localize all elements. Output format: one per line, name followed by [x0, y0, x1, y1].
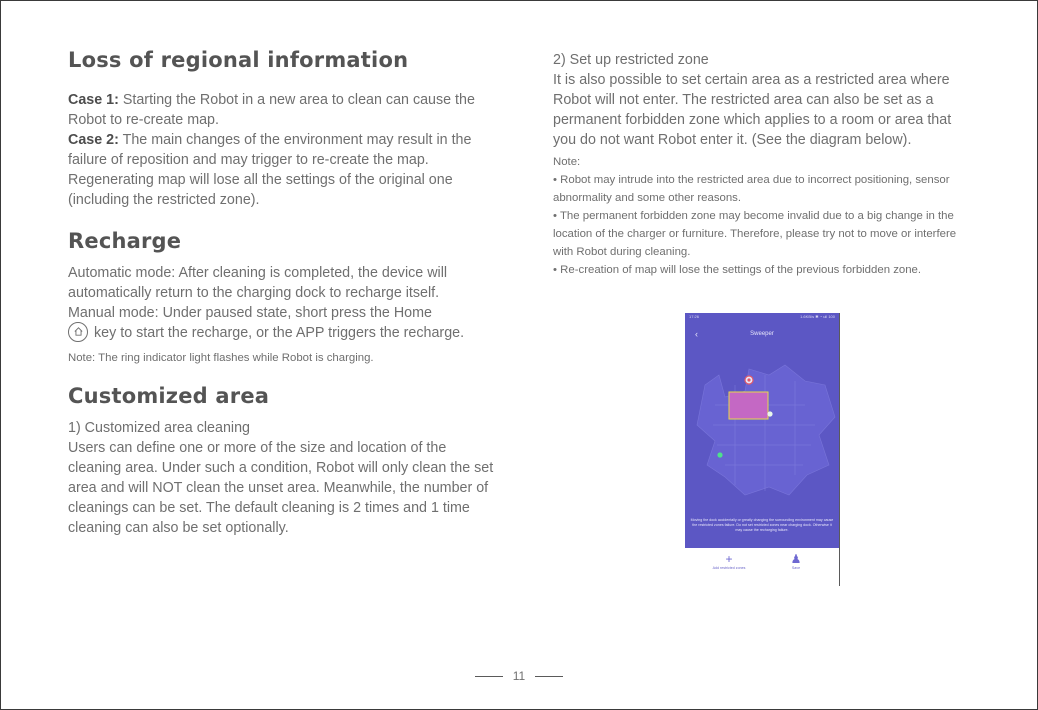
recharge-manual-cont — [68, 323, 498, 343]
recharge-manual-text: key to start the recharge, or the APP triggers the recharge. — [94, 325, 465, 341]
page-number: 11 — [512, 669, 526, 683]
recharge-manual: Manual mode: Under paused state, short press the Home — [68, 305, 432, 321]
recharge-auto: Automatic mode: After cleaning is completed, the device will automatically return to the charging dock to recharge itself. — [68, 265, 448, 301]
custom-text: Users can define one or more of the size and location of the cleaning area. Under such a condition, Robot will only clean the set area and will NOT clean the unset area. Meanwhile, the number of cleanings can be set. The default cleaning is 2 times and 1 time cleaning can also be set optionally. — [68, 440, 494, 537]
cleaning-map[interactable] — [685, 345, 839, 515]
save-icon: ♟ — [790, 552, 802, 566]
phone-toolbar — [685, 548, 839, 586]
map-caption: Moving the dock accidentally or greatly changing the surrounding environment may cause the restricted zones failure. Do not set restricted zones near charging dock. Otherwise it may cause the recharging failure. — [690, 518, 834, 532]
recharge-title: Recharge — [68, 229, 182, 253]
note-item-1: • Robot may intrude into the restricted area due to incorrect positioning, sensor abnormality and some other reasons. — [553, 174, 950, 204]
status-bar — [689, 314, 835, 321]
case1-label: Case 1: — [68, 92, 119, 108]
home-key-icon — [68, 322, 88, 342]
restricted-zone[interactable] — [729, 392, 768, 419]
right-column — [553, 50, 973, 279]
status-time: 17:26 — [689, 314, 700, 319]
left-column — [68, 48, 498, 538]
case2-text: The main changes of the environment may result in the failure of reposition and may trigger to re-create the map. Regenerating map will lose all the settings of the original one (including the restricted zone). — [68, 132, 472, 208]
custom-title: Customized area — [68, 384, 270, 409]
loss-case1 — [68, 90, 498, 130]
note-item-3: • Re-creation of map will lose the settings of the previous forbidden zone. — [553, 264, 922, 276]
zone-handle[interactable] — [767, 411, 772, 416]
phone-screen — [685, 313, 839, 548]
restricted-text: It is also possible to set certain area as a restricted area where Robot will not enter. The restricted area can also be set as a permanent forbidden zone which applies to a room or area that you do not want Robot enter it. (See the diagram below). — [553, 72, 952, 148]
charging-dock-marker — [717, 452, 722, 457]
plus-icon: + — [725, 552, 733, 566]
loss-case2 — [68, 130, 498, 210]
case2-label: Case 2: — [68, 132, 119, 148]
save-button[interactable] — [781, 552, 811, 570]
add-zone-button[interactable] — [699, 552, 759, 570]
status-icons: 1.6KB/s ✱ ◔ ull 100 — [800, 314, 835, 319]
save-label: Save — [791, 566, 801, 570]
app-screenshot — [685, 313, 840, 586]
recharge-note: Note: The ring indicator light flashes while Robot is charging. — [68, 352, 374, 365]
restricted-sub: 2) Set up restricted zone — [553, 52, 709, 68]
loss-title: Loss of regional information — [68, 48, 409, 72]
page-footer — [475, 667, 563, 685]
map-title: Sweeper — [750, 331, 774, 337]
add-zone-label: Add restricted zones — [712, 566, 746, 570]
case1-text: Starting the Robot in a new area to clean can cause the Robot to re-create map. — [68, 92, 475, 128]
custom-sub: 1) Customized area cleaning — [68, 420, 250, 437]
footer-rule-left — [475, 676, 503, 677]
footer-rule-right — [535, 676, 563, 677]
back-icon[interactable]: ‹ — [695, 329, 698, 339]
note-label: Note: — [553, 156, 581, 168]
note-item-2: • The permanent forbidden zone may become invalid due to a big change in the location of the charger or furniture. Therefore, please try not to move or interfere with Robot during cleaning. — [553, 210, 957, 258]
map-nav — [691, 329, 833, 341]
